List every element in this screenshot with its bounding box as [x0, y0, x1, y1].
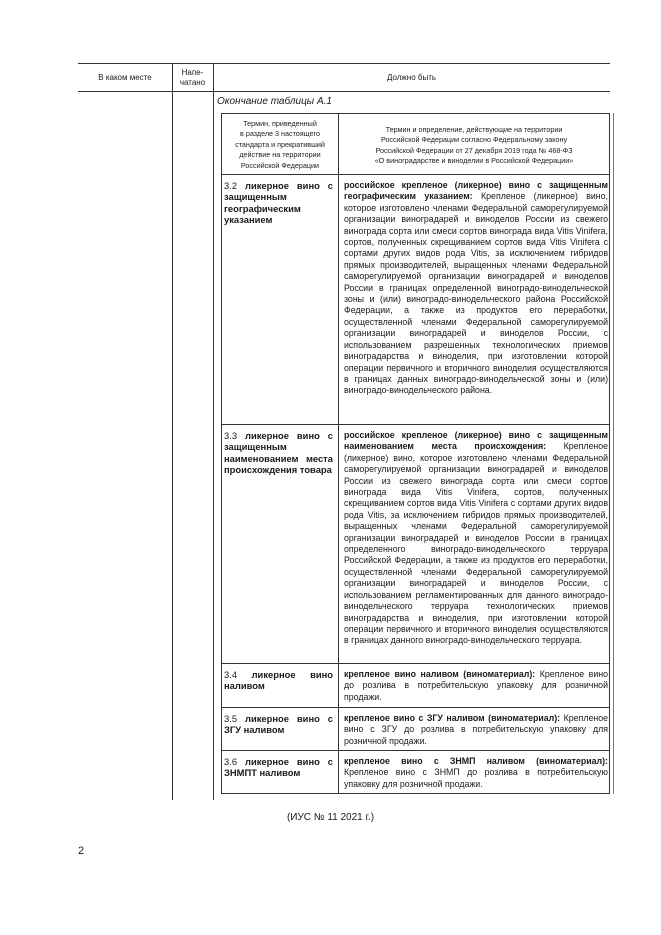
table-row-definition: [344, 669, 608, 703]
outer-header-rule: [78, 91, 610, 92]
header-where: В каком месте: [98, 73, 152, 82]
table-caption: Окончание таблицы А.1: [217, 96, 332, 107]
row-separator: [221, 663, 610, 664]
inner-header-rule: [221, 174, 610, 175]
definition-text: Крепленое вино до розлива в потребительскую упаковку для розничной продажи.: [344, 669, 608, 702]
table-row-term: [224, 669, 333, 692]
table-row-definition: [344, 180, 608, 397]
row-separator: [221, 707, 610, 708]
definition-text: Крепленое вино с ЗГУ до розлива в потребительскую упаковку для розничной продажи.: [344, 713, 608, 746]
inner-bottom-rule: [221, 793, 610, 794]
outer-col-divider-1: [172, 63, 173, 800]
outer-col-divider-2: [213, 63, 214, 800]
row-number: 3.6: [224, 756, 238, 767]
definition-term: крепленое вино наливом (виноматериал):: [344, 669, 536, 679]
amendment-reference: (ИУС № 11 2021 г.): [286, 812, 375, 823]
term-name: ликерное вино с защищенным географическим указанием: [224, 180, 334, 226]
row-number: 3.3: [224, 430, 238, 441]
term-name: ликерное вино с ЗГУ наливом: [224, 713, 334, 736]
header-printed: Напе- чатано: [179, 68, 206, 87]
row-number: 3.5: [224, 713, 238, 724]
inner-col-divider: [338, 113, 339, 794]
definition-term: российское крепленое (ликерное) вино с защищенным наименованием места происхождения:: [344, 430, 608, 452]
table-row-definition: [344, 756, 608, 790]
inner-top-rule: [221, 113, 610, 114]
definition-text: Крепленое (ликерное) вино, которое изготовлено членами Федеральной саморегулируемой организации виноградарей и виноделов России из свежего винограда сорта или смеси сортов винограда вида Vitis Vinifera, сортов, полученных скрещиванием сортов вида Vitis Vinifera с сортами других видов рода Vitis, за исключением гибридов прямых производителей, выращенных членами Федеральной саморегулируемой организации виноградарей и виноделов России в границах определенного виноградо-винодельческого терруара Российской Федерации, а также из продуктов его переработки, осуществленной членами Федеральной саморегулируемой организации виноградарей и виноделов России, с использованием регламентированных для данного виноградо-винодельческого терруара технологических приемов виноградарства и виноделия, при изготовлении которой операции первичного и вторичного виноделия осуществляются в границах данного виноградо-винодельческого терруара.: [344, 441, 608, 646]
row-number: 3.2: [224, 180, 238, 191]
inner-header-definition: Термин и определение, действующие на территории Российской Федерации согласно Федеральному закону Российской Федерации от 27 декабря 2019 года № 468-ФЗ «О виноградарстве и виноделии в Российской Федерации»: [374, 125, 574, 166]
table-row-term: [224, 430, 333, 476]
row-number: 3.4: [224, 669, 238, 680]
row-separator: [221, 424, 610, 425]
term-name: ликерное вино наливом: [224, 669, 333, 692]
header-should-be: Должно быть: [386, 73, 437, 82]
definition-text: Крепленое (ликерное) вино, которое изготовлено членами Федеральной саморегулируемой организации виноградарей и виноделов России из свежего винограда сорта или смеси сортов винограда вида Vitis Vinifera, сортов, полученных скрещиванием сортов вида Vitis Vinifera с сортами других видов рода Vitis, за исключением гибридов прямых производителей, выращенных членами Федеральной саморегулируемой организации виноградарей и виноделов России в границах определенной виноградо-винодельческой зоны и (или) виноградо-винодельческого района Российской Федерации, а также из продуктов его переработки, осуществленной членами Федеральной саморегулируемой организации виноградарей и виноделов России, с использованием разрешенных технологических приемов виноградарства и виноделия, при изготовлении которой операции первичного и вторичного виноделия осуществляются в границах данных виноградо-винодельческой зоны и (или) виноградо-винодельческого района.: [344, 191, 609, 396]
definition-text: Крепленое вино с ЗНМП до розлива в потребительскую упаковку для розничной продажи.: [344, 767, 608, 789]
row-separator: [221, 750, 610, 751]
term-name: ликерное вино с защищенным наименованием места происхождения товара: [224, 430, 334, 476]
table-row-term: [224, 713, 333, 736]
inner-right-border-outer: [613, 113, 614, 794]
page-number: 2: [78, 845, 85, 857]
definition-term: крепленое вино с ЗНМП наливом (виноматериал):: [344, 756, 608, 766]
term-name: ликерное вино с ЗНМПТ наливом: [224, 756, 334, 779]
definition-term: крепленое вино с ЗГУ наливом (виноматериал):: [344, 713, 561, 723]
table-row-term: [224, 180, 333, 226]
outer-top-rule: [78, 63, 610, 64]
table-row-definition: [344, 713, 608, 747]
definition-term: российское крепленое (ликерное) вино с защищенным географическим указанием:: [344, 180, 608, 202]
table-row-term: [224, 756, 333, 779]
inner-left-border: [221, 113, 222, 794]
table-row-definition: [344, 430, 608, 647]
inner-right-border: [609, 113, 610, 794]
inner-header-term: Термин, приведенный в разделе 3 настоящего стандарта и прекративший действие на территории Российской Федерации: [235, 119, 325, 170]
